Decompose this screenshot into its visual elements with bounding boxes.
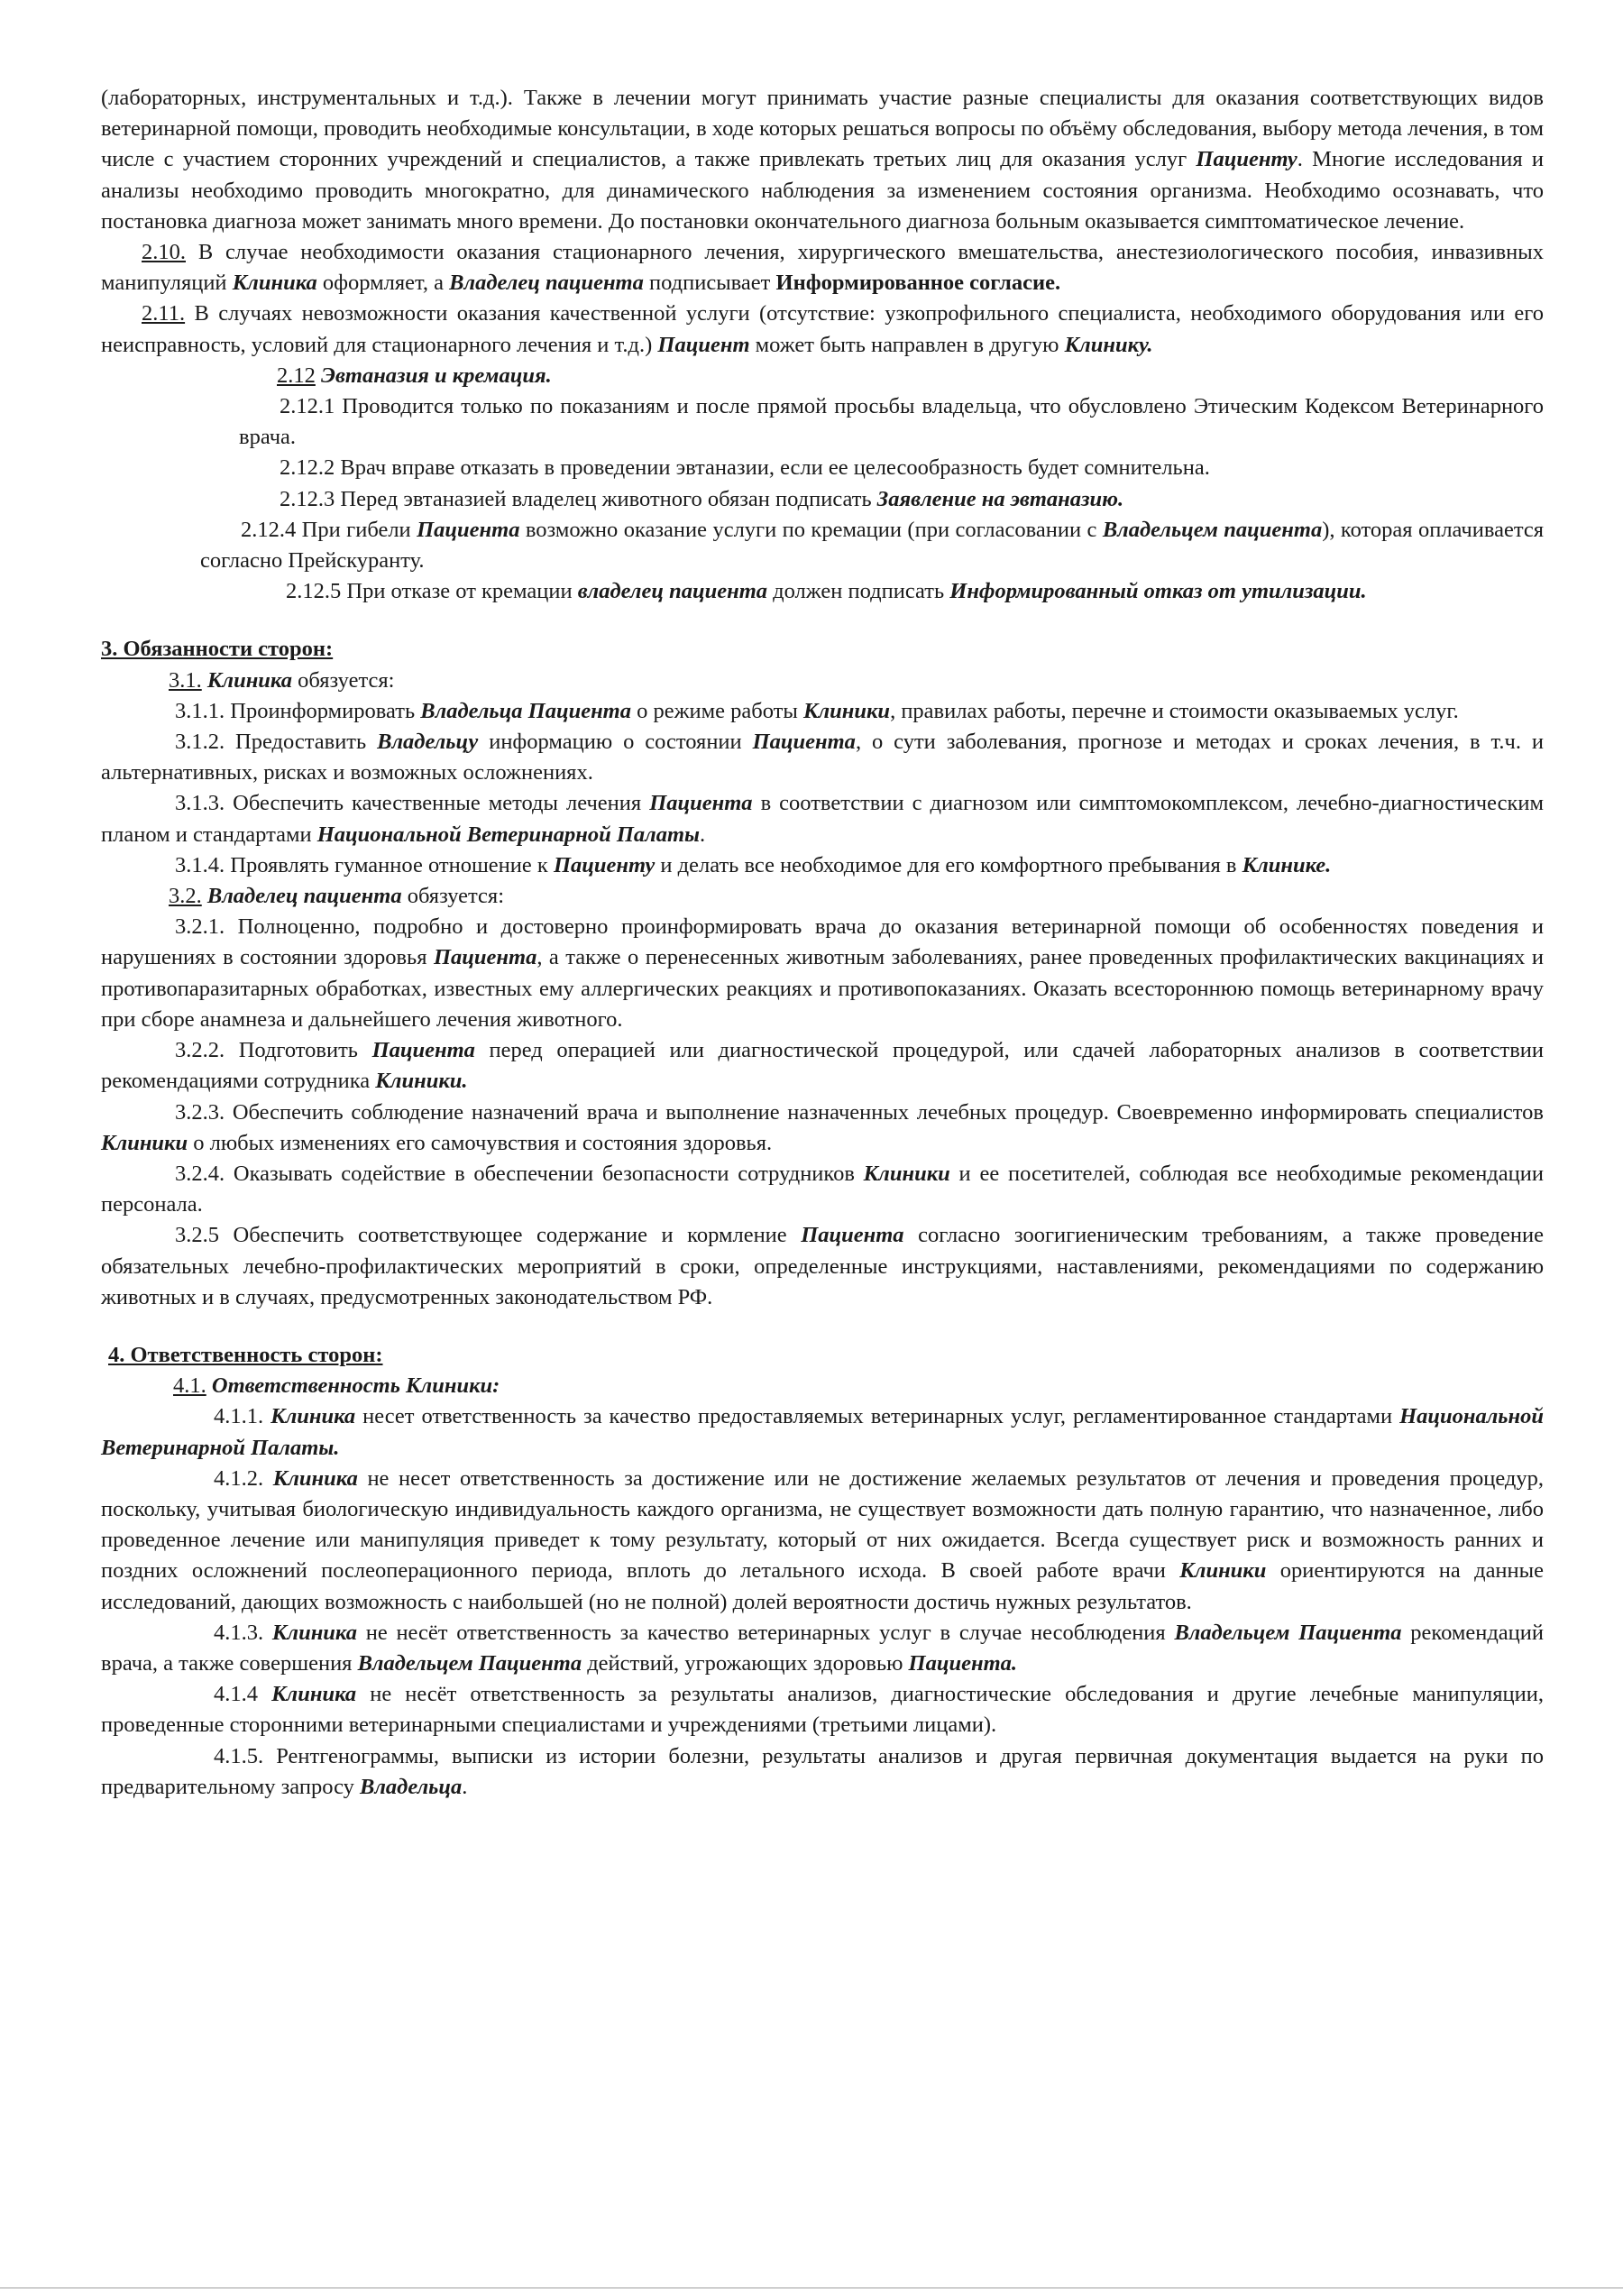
document-page <box>101 83 1544 1803</box>
clause-4-1-3: 4.1.3. Клиника не несёт ответственность за качество ветеринарных услуг в случае несоблюдения Владельцем Пациента рекомендаций врача, а также совершения Владельцем Пациента действий, угрожающих здоровью Пациента. <box>101 1620 1545 1676</box>
clause-3-1-1: 3.1.1. Проинформировать Владельца Пациента о режиме работы Клиники, правилах работы, перечне и стоимости оказываемых услуг. <box>175 698 1459 723</box>
clause-2-12-1: 2.12.1 Проводится только по показаниям и после прямой просьбы владельца, что обусловлено Этическим Кодексом Ветеринарного врача. <box>239 394 1544 450</box>
clause-2-12-3: 2.12.3 Перед эвтаназией владелец животного обязан подписать Заявление на эвтаназию. <box>280 486 1124 511</box>
clause-3-1-3: 3.1.3. Обеспечить качественные методы лечения Пациента в соответствии с диагнозом или симптомокомплексом, лечебно-диагностическим планом и стандартами Национальной Ветеринарной Палаты. <box>101 791 1544 847</box>
clause-2-11: 2.11. В случаях невозможности оказания качественной услуги (отсутствие: узкопрофильного специалиста, необходимого оборудования или его неисправность, условий для стационарного лечения и т.д.) Пациент может быть направлен в другую Клинику. <box>101 301 1544 357</box>
clause-3-2-2: 3.2.2. Подготовить Пациента перед операцией или диагностической процедурой, или сдачей лабораторных анализов в соответствии рекомендациями сотрудника Клиники. <box>101 1038 1544 1094</box>
clause-4-1-2: 4.1.2. Клиника не несет ответственность за достижение или не достижение желаемых результатов от лечения и проведения процедур, поскольку, учитывая биологическую индивидуальность каждого организма, не существует возможности дать полную гарантию, что назначенное, либо проведенное лечение или манипуляция приведет к тому результату, который от них ожидается. Всегда существует риск и возможность ранних и поздних осложнений послеоперационного периода, вплоть до летального исхода. В своей работе врачи Клиники ориентируются на данные исследований, дающих возможность с наибольшей (но не полной) долей вероятности достичь нужных результатов. <box>101 1465 1545 1614</box>
clause-2-12-4: 2.12.4 При гибели Пациента возможно оказание услуги по кремации (при согласовании с Владельцем пациента), которая оплачивается согласно Прейскуранту. <box>200 517 1545 574</box>
page-bottom-edge <box>0 2287 1623 2289</box>
clause-4-1-5: 4.1.5. Рентгенограммы, выписки из истории болезни, результаты анализов и другая первичная документация выдается на руки по предварительному запросу Владельца. <box>101 1743 1544 1799</box>
section-3-heading: 3. Обязанности сторон: <box>101 637 334 662</box>
clause-3-2-heading: 3.2. Владелец пациента обязуется: <box>169 884 504 909</box>
clause-4-1-1: 4.1.1. Клиника несет ответственность за качество предоставляемых ветеринарных услуг, регламентированное стандартами Национальной Ветеринарной Палаты. <box>101 1404 1544 1460</box>
clause-3-1-2: 3.1.2. Предоставить Владельцу информацию о состоянии Пациента, о сути заболевания, прогнозе и методах и сроках лечения, в т.ч. и альтернативных, рисках и возможных осложнениях. <box>101 730 1545 785</box>
clause-4-1-4: 4.1.4 Клиника не несёт ответственность за результаты анализов, диагностические обследования и другие лечебные манипуляции, проведенные сторонними ветеринарными специалистами и учреждениями (третьими лицами). <box>101 1682 1545 1738</box>
intro-paragraph: (лабораторных, инструментальных и т.д.). Также в лечении могут принимать участие разные специалисты для оказания соответствующих видов ветеринарной помощи, проводить необходимые консультации, в ходе которых решаться вопросы по объёму обследования, выбору метода лечения, в том числе с участием сторонних учреждений и специалистов, а также привлекать третьих лиц для оказания услуг Пациенту. Многие исследования и анализы необходимо проводить многократно, для динамического наблюдения за изменением состояния организма. Необходимо осознавать, что постановка диагноза может занимать много времени. До постановки окончательного диагноза больным оказывается симптоматическое лечение. <box>101 86 1544 234</box>
clause-3-2-4: 3.2.4. Оказывать содействие в обеспечении безопасности сотрудников Клиники и ее посетителей, соблюдая все необходимые рекомендации персонала. <box>101 1161 1544 1217</box>
section-4-heading: 4. Ответственность сторон: <box>108 1342 383 1367</box>
clause-2-12-5: 2.12.5 При отказе от кремации владелец пациента должен подписать Информированный отказ от утилизации. <box>286 579 1367 604</box>
clause-3-1-4: 3.1.4. Проявлять гуманное отношение к Пациенту и делать все необходимое для его комфортного пребывания в Клинике. <box>175 852 1332 877</box>
clause-2-12-2: 2.12.2 Врач вправе отказать в проведении эвтаназии, если ее целесообразность будет сомнительна. <box>280 455 1210 481</box>
clause-3-2-3: 3.2.3. Обеспечить соблюдение назначений врача и выполнение назначенных лечебных процедур. Своевременно информировать специалистов Клиники о любых изменениях его самочувствия и состояния здоровья. <box>101 1099 1544 1155</box>
clause-3-1-heading: 3.1. Клиника обязуется: <box>169 667 395 693</box>
clause-4-1-heading: 4.1. Ответственность Клиники: <box>173 1373 500 1399</box>
clause-2-12-heading: 2.12 Эвтаназия и кремация. <box>277 363 552 388</box>
clause-2-10: 2.10. В случае необходимости оказания стационарного лечения, хирургического вмешательства, анестезиологического пособия, инвазивных манипуляций Клиника оформляет, а Владелец пациента подписывает Информированное согласие. <box>101 240 1544 296</box>
clause-3-2-5: 3.2.5 Обеспечить соответствующее содержание и кормление Пациента согласно зоогигиеническим требованиям, а также проведение обязательных лечебно-профилактических мероприятий в сроки, определенные инструкциями, наставлениями, рекомендациями по содержанию животных и в случаях, предусмотренных законодательством РФ. <box>101 1223 1544 1309</box>
clause-3-2-1: 3.2.1. Полноценно, подробно и достоверно проинформировать врача до оказания ветеринарной помощи об особенностях поведения и нарушениях в состоянии здоровья Пациента, а также о перенесенных животным заболеваниях, ранее проведенных профилактических вакцинациях и противопаразитарных обработках, известных ему аллергических реакциях и противопоказаниях. Оказать всестороннюю помощь ветеринарному врачу при сборе анамнеза и дальнейшего лечения животного. <box>101 914 1544 1032</box>
